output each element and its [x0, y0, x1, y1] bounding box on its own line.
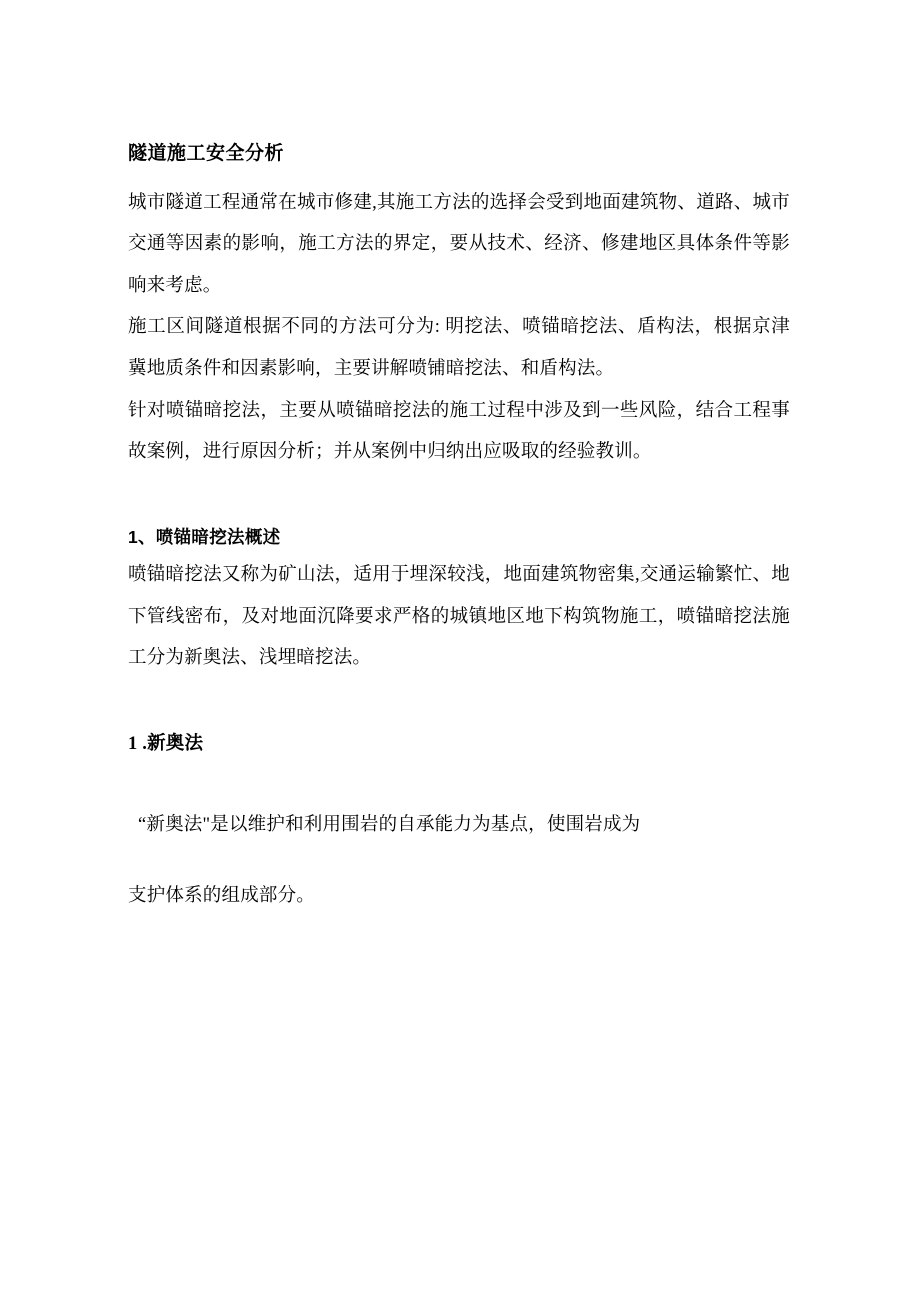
paragraph-natm-quote-line2: 支护体系的组成部分。 — [128, 885, 316, 906]
paragraph-overview: 喷锚暗挖法又称为矿山法，适用于埋深较浅，地面建筑物密集,交通运输繁忙、地下管线密布，及对地面沉降要求严格的城镇地区地下构筑物施工，喷锚暗挖法施工分为新奥法、浅埋暗挖法。 — [128, 564, 790, 669]
paragraph-intro: 城市隧道工程通常在城市修建,其施工方法的选择会受到地面建筑物、道路、城市交通等因素的影响，施工方法的界定，要从技术、经济、修建地区具体条件等影响来考虑。 — [128, 192, 790, 296]
section-heading-overview: 1、喷锚暗挖法概述 — [128, 526, 281, 547]
paragraph-natm-quote-line1: “新奥法"是以维护和利用围岩的自承能力为基点，使围岩成为 — [138, 814, 641, 835]
paragraph-methods: 施工区间隧道根据不同的方法可分为: 明挖法、喷锚暗挖法、盾构法，根据京津冀地质条件和因素影响，主要讲解喷铺暗挖法、和盾构法。 — [128, 317, 790, 379]
paragraph-risk-analysis: 针对喷锚暗挖法，主要从喷锚暗挖法的施工过程中涉及到一些风险，结合工程事故案例，进行原因分析；并从案例中归纳出应吸取的经验教训。 — [128, 400, 790, 463]
subsection-heading-natm: 1 .新奥法 — [128, 733, 204, 754]
page-title: 隧道施工安全分析 — [128, 143, 285, 164]
